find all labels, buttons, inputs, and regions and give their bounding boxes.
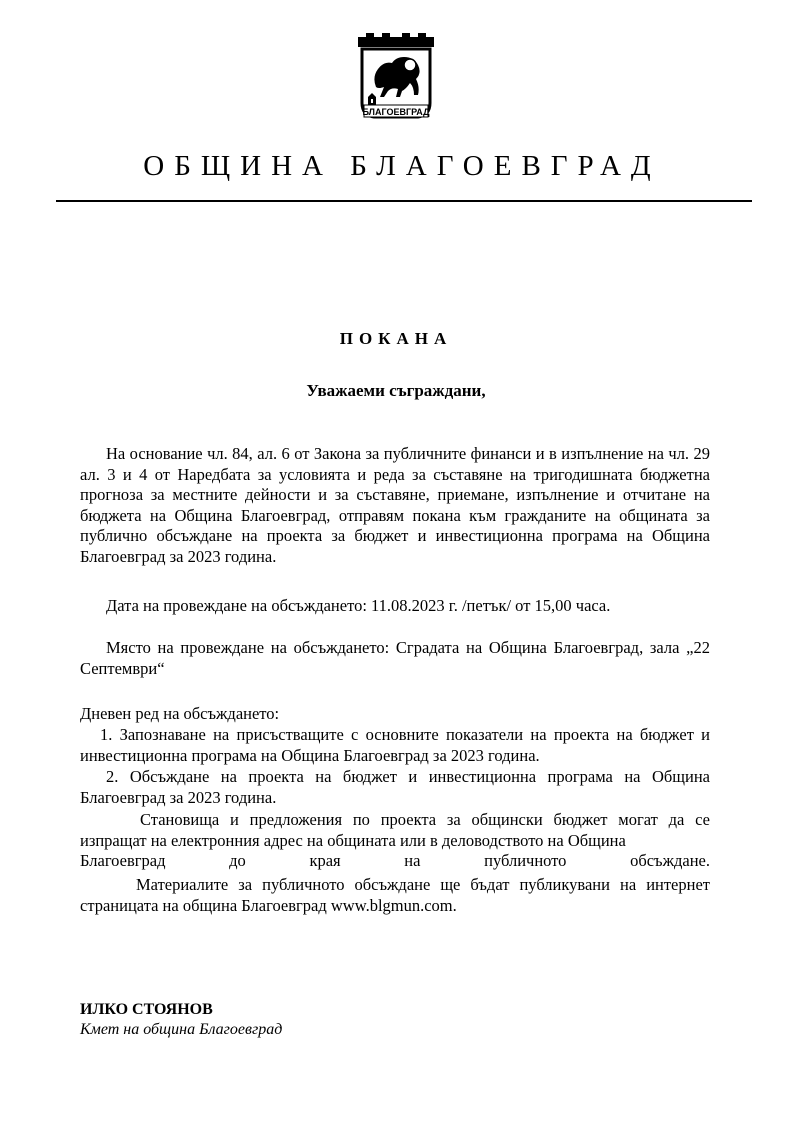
materials-paragraph: Материалите за публичното обсъждане ще бъдат публикувани на интернет страницата на община Благоевград www.blgmun.com. xyxy=(80,875,710,915)
agenda-item-2: 2. Обсъждане на проекта на бюджет и инвестиционна програма на Община Благоевград за 2023 година. xyxy=(80,767,710,807)
crest-label: БЛАГОЕВГРАД xyxy=(362,107,430,117)
document-title: ПОКАНА xyxy=(339,329,453,348)
date-line: Дата на провеждане на обсъждането: 11.08.2023 г. /петък/ от 15,00 часа. xyxy=(106,596,611,615)
header-divider xyxy=(56,200,752,202)
salutation: Уважаеми съграждани, xyxy=(306,381,486,400)
place-line: Място на провеждане на обсъждането: Сградата на Община Благоевград, зала „22 Септември“ xyxy=(80,638,710,678)
signer-name: ИЛКО СТОЯНОВ xyxy=(80,1001,213,1018)
agenda-heading: Дневен ред на обсъждането: xyxy=(80,704,280,723)
opinions-lead: Становища и предложения по проекта за общински бюджет могат да се изпращат на електронния адрес на общината или в деловодството на Община xyxy=(80,810,710,850)
signer-title: Кмет на община Благоевград xyxy=(80,1021,283,1038)
opinions-paragraph xyxy=(80,810,710,872)
municipality-title: ОБЩИНА БЛАГОЕВГРАД xyxy=(143,150,661,182)
agenda-item-1: 1. Запознаване на присъстващите с основните показатели на проекта на бюджет и инвестиционна програма на Община Благоевград за 2023 година. xyxy=(80,725,710,765)
opinions-tail: Благоевград до края на публичното обсъждане. xyxy=(80,851,710,870)
intro-paragraph: На основание чл. 84, ал. 6 от Закона за публичните финанси и в изпълнение на чл. 29 ал. 3 и 4 от Наредбата за условията и реда за съставяне на тригодишната бюджетна прогноза за местните дейности и за съставяне, приемане, изпълнение и отчитане на бюджета на Община Благоевград, отправям покана към гражданите на общината за публично обсъждане на проекта за бюджет и инвестиционна програма на Община Благоевград за 2023 година. xyxy=(80,444,710,566)
